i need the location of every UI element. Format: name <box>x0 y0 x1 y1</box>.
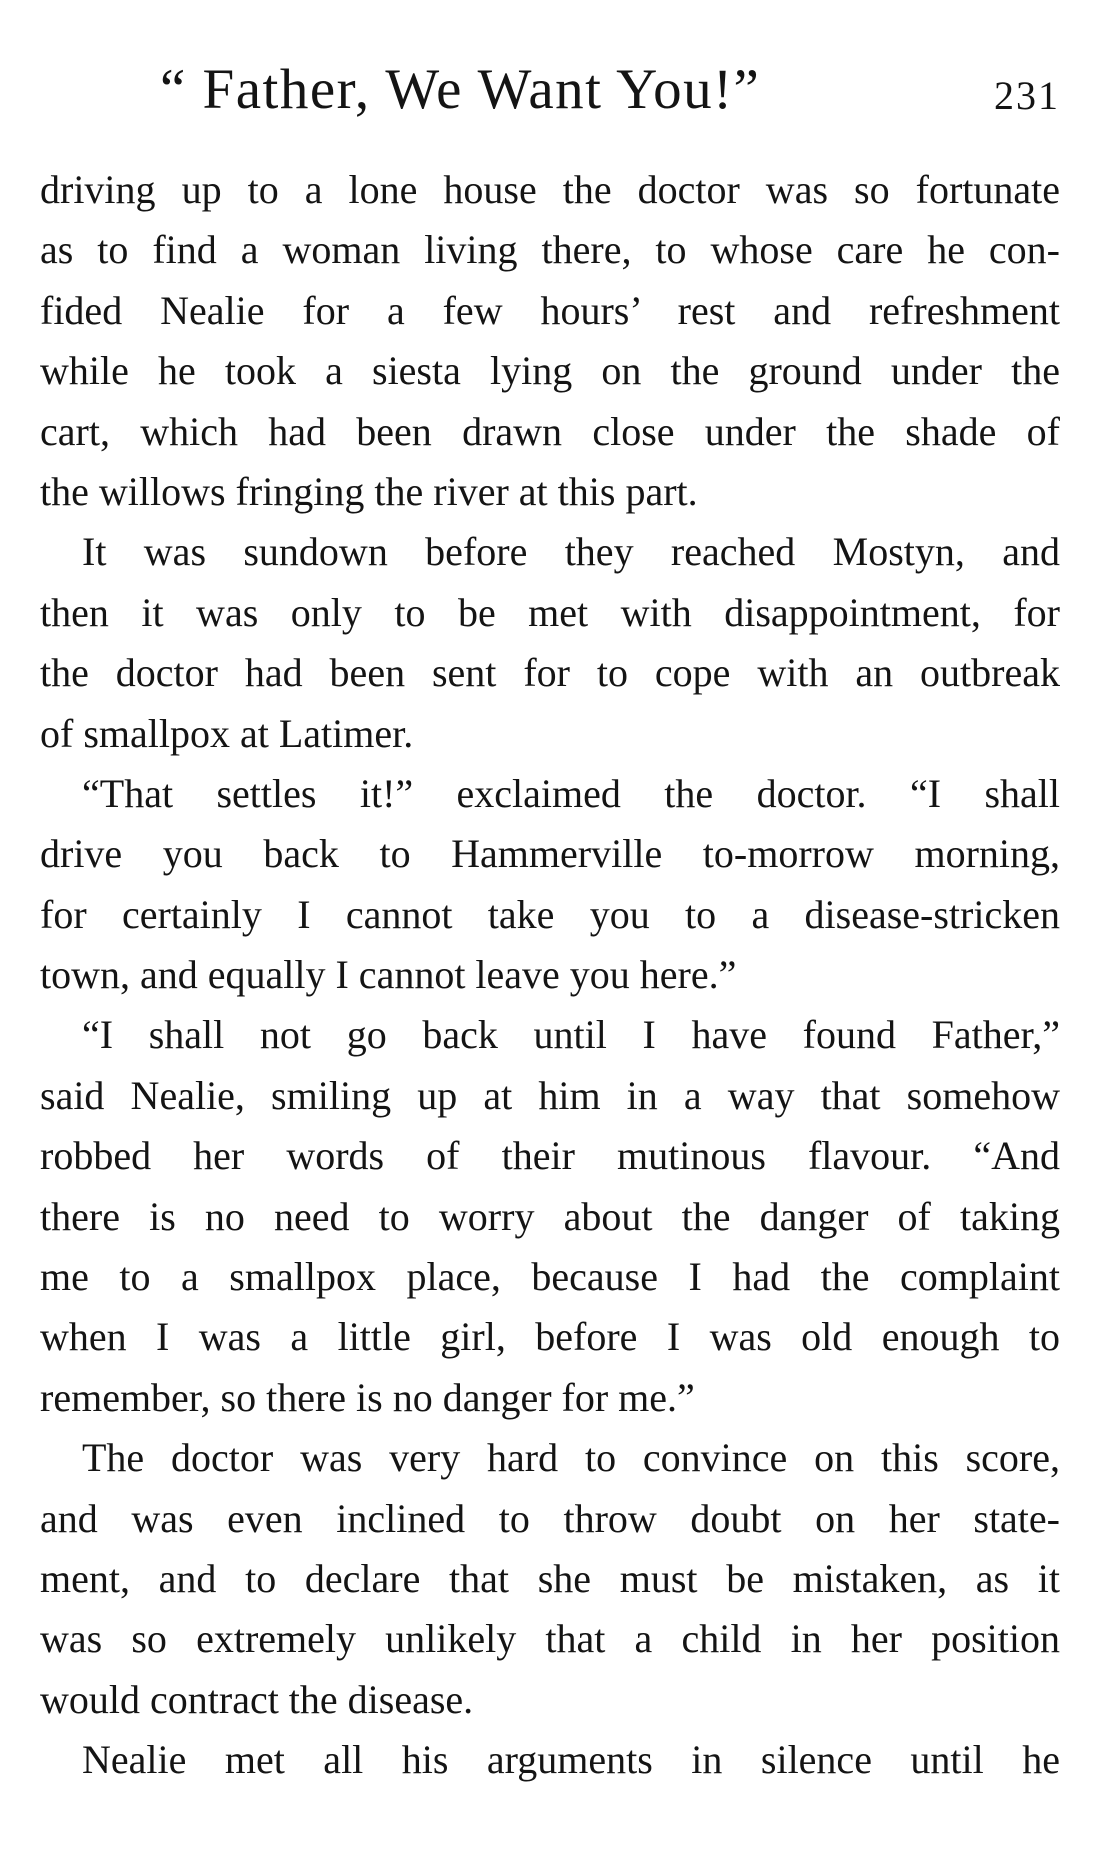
text-line: the willows fringing the river at this part. <box>40 468 698 514</box>
text-line: for certainly I cannot take you to a disease-stricken <box>40 891 1060 937</box>
text-line: there is no need to worry about the danger of taking <box>40 1193 1060 1239</box>
text-line: robbed her words of their mutinous flavour. “And <box>40 1133 1060 1179</box>
paragraph-4 <box>40 1005 1060 1428</box>
text-line: It was sundown before they reached Mostyn, and <box>82 529 1060 575</box>
text-line: while he took a siesta lying on the ground under the <box>40 348 1060 394</box>
text-line: drive you back to Hammerville to-morrow morning, <box>40 831 1060 877</box>
running-title: “ Father, We Want You!” <box>160 58 761 121</box>
text-line: the doctor had been sent for to cope with an outbreak <box>40 650 1060 696</box>
text-line: was so extremely unlikely that a child in her position <box>40 1616 1060 1662</box>
text-line: Nealie met all his arguments in silence until he <box>82 1737 1060 1783</box>
text-line: fided Nealie for a few hours’ rest and refreshment <box>40 287 1060 333</box>
text-line: and was even inclined to throw doubt on her state- <box>40 1495 1060 1541</box>
body-text <box>40 160 1060 1791</box>
text-line: would contract the disease. <box>40 1676 474 1722</box>
text-line: driving up to a lone house the doctor was so fortunate <box>40 167 1060 212</box>
text-line: me to a smallpox place, because I had the complaint <box>40 1254 1060 1300</box>
paragraph-3 <box>40 764 1060 1006</box>
text-line: ment, and to declare that she must be mistaken, as it <box>40 1555 1060 1601</box>
paragraph-5 <box>40 1428 1060 1730</box>
text-line: as to find a woman living there, to whose care he con- <box>40 227 1060 273</box>
paragraph-6 <box>40 1730 1060 1790</box>
paragraph-2 <box>40 522 1060 764</box>
text-line: “I shall not go back until I have found Father,” <box>82 1012 1060 1058</box>
text-line: of smallpox at Latimer. <box>40 710 414 756</box>
text-line: “That settles it!” exclaimed the doctor. “I shall <box>82 770 1060 816</box>
text-line: town, and equally I cannot leave you here.” <box>40 952 737 998</box>
text-line: cart, which had been drawn close under the shade of <box>40 408 1060 454</box>
text-line: then it was only to be met with disappointment, for <box>40 589 1060 635</box>
text-line: when I was a little girl, before I was old enough to <box>40 1314 1060 1360</box>
text-line: remember, so there is no danger for me.” <box>40 1374 695 1420</box>
text-line: The doctor was very hard to convince on this score, <box>82 1435 1060 1481</box>
text-line: said Nealie, smiling up at him in a way that somehow <box>40 1072 1060 1118</box>
running-head <box>160 50 1060 130</box>
page-number: 231 <box>994 73 1060 118</box>
paragraph-1 <box>40 160 1060 522</box>
